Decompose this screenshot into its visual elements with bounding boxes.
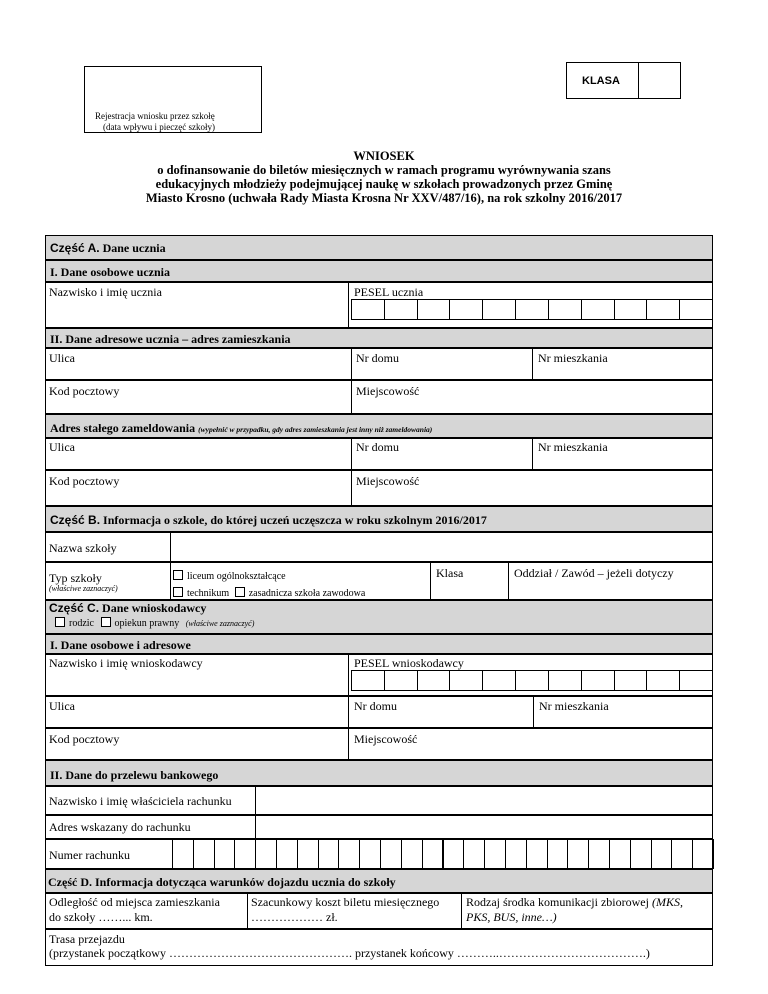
section-a-personal-title: I. Dane osobowe ucznia — [50, 265, 171, 279]
pesel-digit-cell[interactable] — [384, 299, 418, 320]
liceum-label: liceum ogólnokształcące — [187, 571, 286, 582]
student-pesel-grid[interactable] — [351, 299, 712, 320]
account-digit-cell[interactable] — [276, 839, 298, 869]
account-digit-cell[interactable] — [484, 839, 506, 869]
student-pesel-label: PESEL ucznia — [354, 285, 424, 299]
section-a-address-header — [45, 328, 713, 348]
perm-postal-label[interactable]: Kod pocztowy — [49, 474, 120, 488]
applicant-pesel-label: PESEL wnioskodawcy — [354, 656, 464, 670]
section-a-prefix: Część A. — [50, 241, 100, 255]
transport-line-2[interactable]: PKS, BUS, inne…) — [466, 910, 557, 924]
pesel-digit-cell[interactable] — [515, 670, 549, 691]
account-digit-cell[interactable] — [380, 839, 402, 869]
guardian-label: opiekun prawny — [114, 618, 180, 629]
account-digit-cell[interactable] — [651, 839, 673, 869]
student-name-label: Nazwisko i imię ucznia — [49, 285, 162, 299]
zsz-checkbox[interactable] — [235, 587, 245, 597]
account-digit-cell[interactable] — [234, 839, 256, 869]
title-line-4: Miasto Krosno (uchwała Rady Miasta Krosna Nr XXV/487/16), na rok szkolny 2016/2017 — [145, 191, 623, 205]
applicant-pesel-grid[interactable] — [351, 670, 712, 691]
section-a-address-title: II. Dane adresowe ucznia – adres zamieszkania — [50, 332, 291, 346]
account-digit-cell[interactable] — [526, 839, 548, 869]
account-digit-cell[interactable] — [630, 839, 652, 869]
perm-address-title: Adres stałego zameldowania — [50, 421, 196, 435]
bank-header — [45, 760, 713, 786]
bank-account-grid[interactable] — [172, 839, 713, 869]
klasa-label: KLASA — [582, 75, 620, 87]
parent-label: rodzic — [69, 618, 94, 629]
pesel-digit-cell[interactable] — [646, 670, 680, 691]
liceum-checkbox[interactable] — [173, 570, 183, 580]
account-digit-cell[interactable] — [671, 839, 693, 869]
cost-line-1: Szacunkowy koszt biletu miesięcznego — [251, 895, 440, 909]
klasa-field-label[interactable]: Klasa — [436, 566, 464, 580]
section-c-prefix: Część C. — [49, 601, 100, 615]
pesel-digit-cell[interactable] — [417, 670, 451, 691]
account-digit-cell[interactable] — [505, 839, 527, 869]
transport-line-1-italic: (MKS, — [651, 895, 683, 909]
perm-street-label[interactable]: Ulica — [49, 440, 75, 454]
account-digit-cell[interactable] — [588, 839, 610, 869]
applicant-postal-label[interactable]: Kod pocztowy — [49, 732, 120, 746]
account-digit-cell[interactable] — [193, 839, 215, 869]
perm-address-header — [45, 414, 713, 438]
title-line-2: o dofinansowanie do biletów miesięcznych w ramach programu wyrównywania szans — [157, 163, 611, 177]
pesel-digit-cell[interactable] — [581, 299, 615, 320]
student-postal-label[interactable]: Kod pocztowy — [49, 384, 120, 398]
section-d-header — [45, 869, 713, 893]
pesel-digit-cell[interactable] — [482, 670, 516, 691]
pesel-digit-cell[interactable] — [548, 670, 582, 691]
pesel-digit-cell[interactable] — [581, 670, 615, 691]
section-c-title: Dane wnioskodawcy — [102, 601, 207, 615]
zsz-label: zasadnicza szkoła zawodowa — [248, 588, 366, 599]
account-digit-cell[interactable] — [609, 839, 631, 869]
bank-owner-input[interactable] — [257, 787, 712, 814]
school-type-label: Typ szkoły — [49, 571, 102, 585]
pesel-digit-cell[interactable] — [614, 670, 648, 691]
parent-checkbox[interactable] — [55, 617, 65, 627]
section-a-header — [45, 235, 713, 260]
bank-header-title: II. Dane do przelewu bankowego — [50, 768, 219, 782]
student-house-label[interactable]: Nr domu — [356, 351, 399, 365]
distance-line-1: Odległość od miejsca zamieszkania — [49, 895, 220, 909]
applicant-name-input[interactable] — [46, 672, 346, 694]
title-line-3: edukacyjnych młodzieży podejmującej naukę w szkołach prowadzonych przez Gminę — [155, 177, 613, 191]
section-a-title: Dane ucznia — [102, 241, 166, 255]
oddzial-field-label[interactable]: Oddział / Zawód – jeżeli dotyczy — [514, 566, 674, 580]
perm-city-label[interactable]: Miejscowość — [356, 474, 420, 488]
account-digit-cell[interactable] — [692, 839, 714, 869]
section-c-personal-title: I. Dane osobowe i adresowe — [50, 638, 191, 652]
section-d-title: Część D. Informacja dotycząca warunków dojazdu ucznia do szkoły — [48, 875, 396, 889]
route-line-1: Trasa przejazdu — [49, 932, 125, 946]
account-digit-cell[interactable] — [255, 839, 277, 869]
pesel-digit-cell[interactable] — [482, 299, 516, 320]
perm-house-label[interactable]: Nr domu — [356, 440, 399, 454]
cost-line-2[interactable]: ……………… zł. — [251, 910, 338, 924]
account-digit-cell[interactable] — [338, 839, 360, 869]
applicant-city-label[interactable]: Miejscowość — [354, 732, 418, 746]
section-c-personal-header — [45, 634, 713, 654]
bank-owner-label: Nazwisko i imię właściciela rachunku — [49, 794, 232, 808]
applicant-street-label[interactable]: Ulica — [49, 699, 75, 713]
bank-address-label: Adres wskazany do rachunku — [49, 820, 191, 834]
section-b-header — [45, 506, 713, 532]
student-street-label[interactable]: Ulica — [49, 351, 75, 365]
bank-address-input[interactable] — [257, 816, 712, 838]
distance-line-2[interactable]: do szkoły ……... km. — [49, 910, 153, 924]
pesel-digit-cell[interactable] — [384, 670, 418, 691]
account-digit-cell[interactable] — [401, 839, 423, 869]
account-digit-cell[interactable] — [463, 839, 485, 869]
account-digit-cell[interactable] — [359, 839, 381, 869]
stamp-caption-2: (data wpływu i pieczęć szkoły) — [103, 122, 215, 132]
perm-address-note: (wypełnić w przypadku, gdy adres zamieszkania jest inny niż zameldowania) — [198, 425, 433, 434]
pesel-digit-cell[interactable] — [548, 299, 582, 320]
pesel-digit-cell[interactable] — [449, 299, 483, 320]
bank-account-label: Numer rachunku — [49, 848, 130, 862]
pesel-digit-cell[interactable] — [614, 299, 648, 320]
school-name-input[interactable] — [172, 533, 712, 561]
student-city-label[interactable]: Miejscowość — [356, 384, 420, 398]
guardian-checkbox[interactable] — [101, 617, 111, 627]
technikum-label: technikum — [187, 588, 230, 599]
account-digit-cell[interactable] — [443, 839, 465, 869]
pesel-digit-cell[interactable] — [417, 299, 451, 320]
account-digit-cell[interactable] — [567, 839, 589, 869]
pesel-digit-cell[interactable] — [449, 670, 483, 691]
student-flat-label[interactable]: Nr mieszkania — [538, 351, 608, 365]
student-name-input[interactable] — [46, 300, 346, 326]
school-type-note: (właściwe zaznaczyć) — [49, 584, 118, 593]
applicant-house-label[interactable]: Nr domu — [354, 699, 397, 713]
applicant-name-label: Nazwisko i imię wnioskodawcy — [49, 656, 203, 670]
pesel-digit-cell[interactable] — [679, 670, 713, 691]
section-c-note: (właściwe zaznaczyć) — [185, 619, 255, 628]
pesel-digit-cell[interactable] — [646, 299, 680, 320]
technikum-checkbox[interactable] — [173, 587, 183, 597]
stamp-caption-1: Rejestracja wniosku przez szkołę — [95, 111, 215, 121]
pesel-digit-cell[interactable] — [679, 299, 713, 320]
account-digit-cell[interactable] — [297, 839, 319, 869]
pesel-digit-cell[interactable] — [351, 670, 385, 691]
account-digit-cell[interactable] — [422, 839, 444, 869]
account-digit-cell[interactable] — [172, 839, 194, 869]
applicant-flat-label[interactable]: Nr mieszkania — [539, 699, 609, 713]
title-line-1: WNIOSEK — [353, 149, 415, 163]
pesel-digit-cell[interactable] — [515, 299, 549, 320]
school-name-label: Nazwa szkoły — [49, 541, 117, 555]
account-digit-cell[interactable] — [214, 839, 236, 869]
section-a-personal-header — [45, 260, 713, 282]
pesel-digit-cell[interactable] — [351, 299, 385, 320]
klasa-input[interactable] — [640, 63, 680, 98]
account-digit-cell[interactable] — [318, 839, 340, 869]
section-b-prefix: Część B. — [50, 513, 101, 527]
perm-flat-label[interactable]: Nr mieszkania — [538, 440, 608, 454]
account-digit-cell[interactable] — [547, 839, 569, 869]
section-b-title: Informacja o szkole, do której uczeń uczęszcza w roku szkolnym 2016/2017 — [103, 513, 487, 527]
route-line-2[interactable]: (przystanek początkowy ………………………………………. przystanek końcowy ………..……………………………….) — [49, 946, 650, 960]
transport-line-1: Rodzaj środka komunikacji zbiorowej — [466, 895, 649, 909]
